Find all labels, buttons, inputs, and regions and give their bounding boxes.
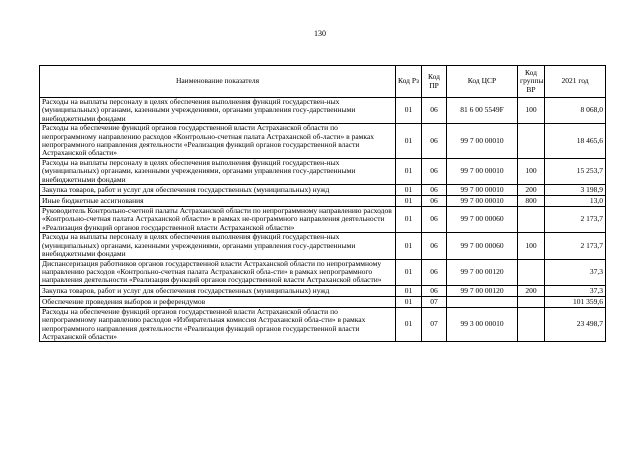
row-pr: 06 <box>422 185 447 196</box>
row-rz: 01 <box>396 285 422 296</box>
row-csr: 81 6 00 5549F <box>447 98 518 124</box>
row-csr: 99 7 00 00010 <box>447 124 518 159</box>
row-pr: 06 <box>422 285 447 296</box>
row-csr: 99 3 00 00010 <box>447 307 518 342</box>
row-rz: 01 <box>396 207 422 233</box>
row-pr: 07 <box>422 296 447 307</box>
table-row <box>40 296 606 307</box>
row-rz: 01 <box>396 307 422 342</box>
row-pr: 06 <box>422 98 447 124</box>
row-csr: 99 7 00 00120 <box>447 259 518 285</box>
row-amount: 8 068,0 <box>545 98 606 124</box>
table-row <box>40 307 606 342</box>
row-pr: 06 <box>422 233 447 259</box>
header-pr: Код ПР <box>422 66 447 98</box>
row-csr <box>447 296 518 307</box>
row-amount: 2 173,7 <box>545 207 606 233</box>
row-pr: 06 <box>422 124 447 159</box>
row-name: Диспансеризация работников органов государственной власти Астраханской области по непрограммному направлению расходов «Контрольно-счетная палата Астраханской обла-сти» в рамках непрограммного направления деятельности «Реализация функций органов государственной власти Астраханской области» <box>40 259 396 285</box>
row-name: Расходы на выплаты персоналу в целях обеспечения выполнения функций государствен-ных (муниципальных) органами, казенными учреждениями, органами управления госу-дарственными внебюджетными фондами <box>40 158 396 184</box>
row-vr: 100 <box>518 98 545 124</box>
row-amount: 3 198,9 <box>545 185 606 196</box>
table-row <box>40 124 606 159</box>
row-csr: 99 7 00 00060 <box>447 207 518 233</box>
table-header-row <box>40 66 606 98</box>
row-vr: 100 <box>518 233 545 259</box>
row-vr <box>518 259 545 285</box>
row-rz: 01 <box>396 259 422 285</box>
row-csr: 99 7 00 00060 <box>447 233 518 259</box>
row-vr <box>518 307 545 342</box>
row-vr: 200 <box>518 285 545 296</box>
header-name: Наименование показателя <box>40 66 396 98</box>
row-name: Иные бюджетные ассигнования <box>40 196 396 207</box>
header-year: 2021 год <box>545 66 606 98</box>
header-rz: Код Рз <box>396 66 422 98</box>
row-name: Расходы на выплаты персоналу в целях обеспечения выполнения функций государствен-ных (муниципальных) органами, казенными учреждениями, органами управления госу-дарственными внебюджетными фондами <box>40 233 396 259</box>
row-pr: 06 <box>422 196 447 207</box>
row-amount: 2 173,7 <box>545 233 606 259</box>
row-csr: 99 7 00 00010 <box>447 185 518 196</box>
row-vr: 800 <box>518 196 545 207</box>
row-amount: 101 359,6 <box>545 296 606 307</box>
header-csr: Код ЦСР <box>447 66 518 98</box>
row-name: Обеспечение проведения выборов и референдумов <box>40 296 396 307</box>
table-row <box>40 185 606 196</box>
row-rz: 01 <box>396 296 422 307</box>
row-rz: 01 <box>396 196 422 207</box>
table-row <box>40 196 606 207</box>
row-amount: 37,3 <box>545 285 606 296</box>
row-amount: 23 498,7 <box>545 307 606 342</box>
row-amount: 15 253,7 <box>545 158 606 184</box>
budget-table <box>39 65 606 342</box>
row-name: Руководитель Контрольно-счетной палаты Астраханской области по непрограммному направлению расходов «Контрольно-счетная палата Астраханской области» в рамках не-программного направления деятельности «Реализация функций органов государственной власти Астраханской области» <box>40 207 396 233</box>
row-rz: 01 <box>396 158 422 184</box>
row-pr: 07 <box>422 307 447 342</box>
row-pr: 06 <box>422 207 447 233</box>
row-name: Закупка товаров, работ и услуг для обеспечения государственных (муниципальных) нужд <box>40 185 396 196</box>
row-vr: 200 <box>518 185 545 196</box>
table-row <box>40 233 606 259</box>
row-pr: 06 <box>422 158 447 184</box>
row-vr <box>518 296 545 307</box>
row-rz: 01 <box>396 124 422 159</box>
row-rz: 01 <box>396 98 422 124</box>
row-name: Закупка товаров, работ и услуг для обеспечения государственных (муниципальных) нужд <box>40 285 396 296</box>
row-amount: 13,0 <box>545 196 606 207</box>
row-name: Расходы на обеспечение функций органов государственной власти Астраханской области по непрограммному направлению расходов «Избирательная комиссия Астраханской обла-сти» в рамках непрограммного направления деятельности «Реализация функций органов государственной власти Астраханской области» <box>40 307 396 342</box>
table-row <box>40 285 606 296</box>
row-vr: 100 <box>518 158 545 184</box>
row-csr: 99 7 00 00120 <box>447 285 518 296</box>
table-row <box>40 207 606 233</box>
row-vr <box>518 207 545 233</box>
header-vr: Код группы ВР <box>518 66 545 98</box>
row-amount: 18 465,6 <box>545 124 606 159</box>
page-number: 130 <box>314 29 326 38</box>
row-name: Расходы на обеспечение функций органов государственной власти Астраханской области по непрограммному направлению расходов «Контрольно-счетная палата Астраханской об-ласти» в рамках непрограммного направления деятельности «Реализация функций органов государственной власти Астраханской области» <box>40 124 396 159</box>
row-rz: 01 <box>396 185 422 196</box>
row-amount: 37,3 <box>545 259 606 285</box>
row-csr: 99 7 00 00010 <box>447 158 518 184</box>
table-row <box>40 259 606 285</box>
table-row <box>40 98 606 124</box>
row-name: Расходы на выплаты персоналу в целях обеспечения выполнения функций государствен-ных (муниципальных) органами, казенными учреждениями, органами управления госу-дарственными внебюджетными фондами <box>40 98 396 124</box>
row-csr: 99 7 00 00010 <box>447 196 518 207</box>
row-vr <box>518 124 545 159</box>
table-row <box>40 158 606 184</box>
row-pr: 06 <box>422 259 447 285</box>
row-rz: 01 <box>396 233 422 259</box>
